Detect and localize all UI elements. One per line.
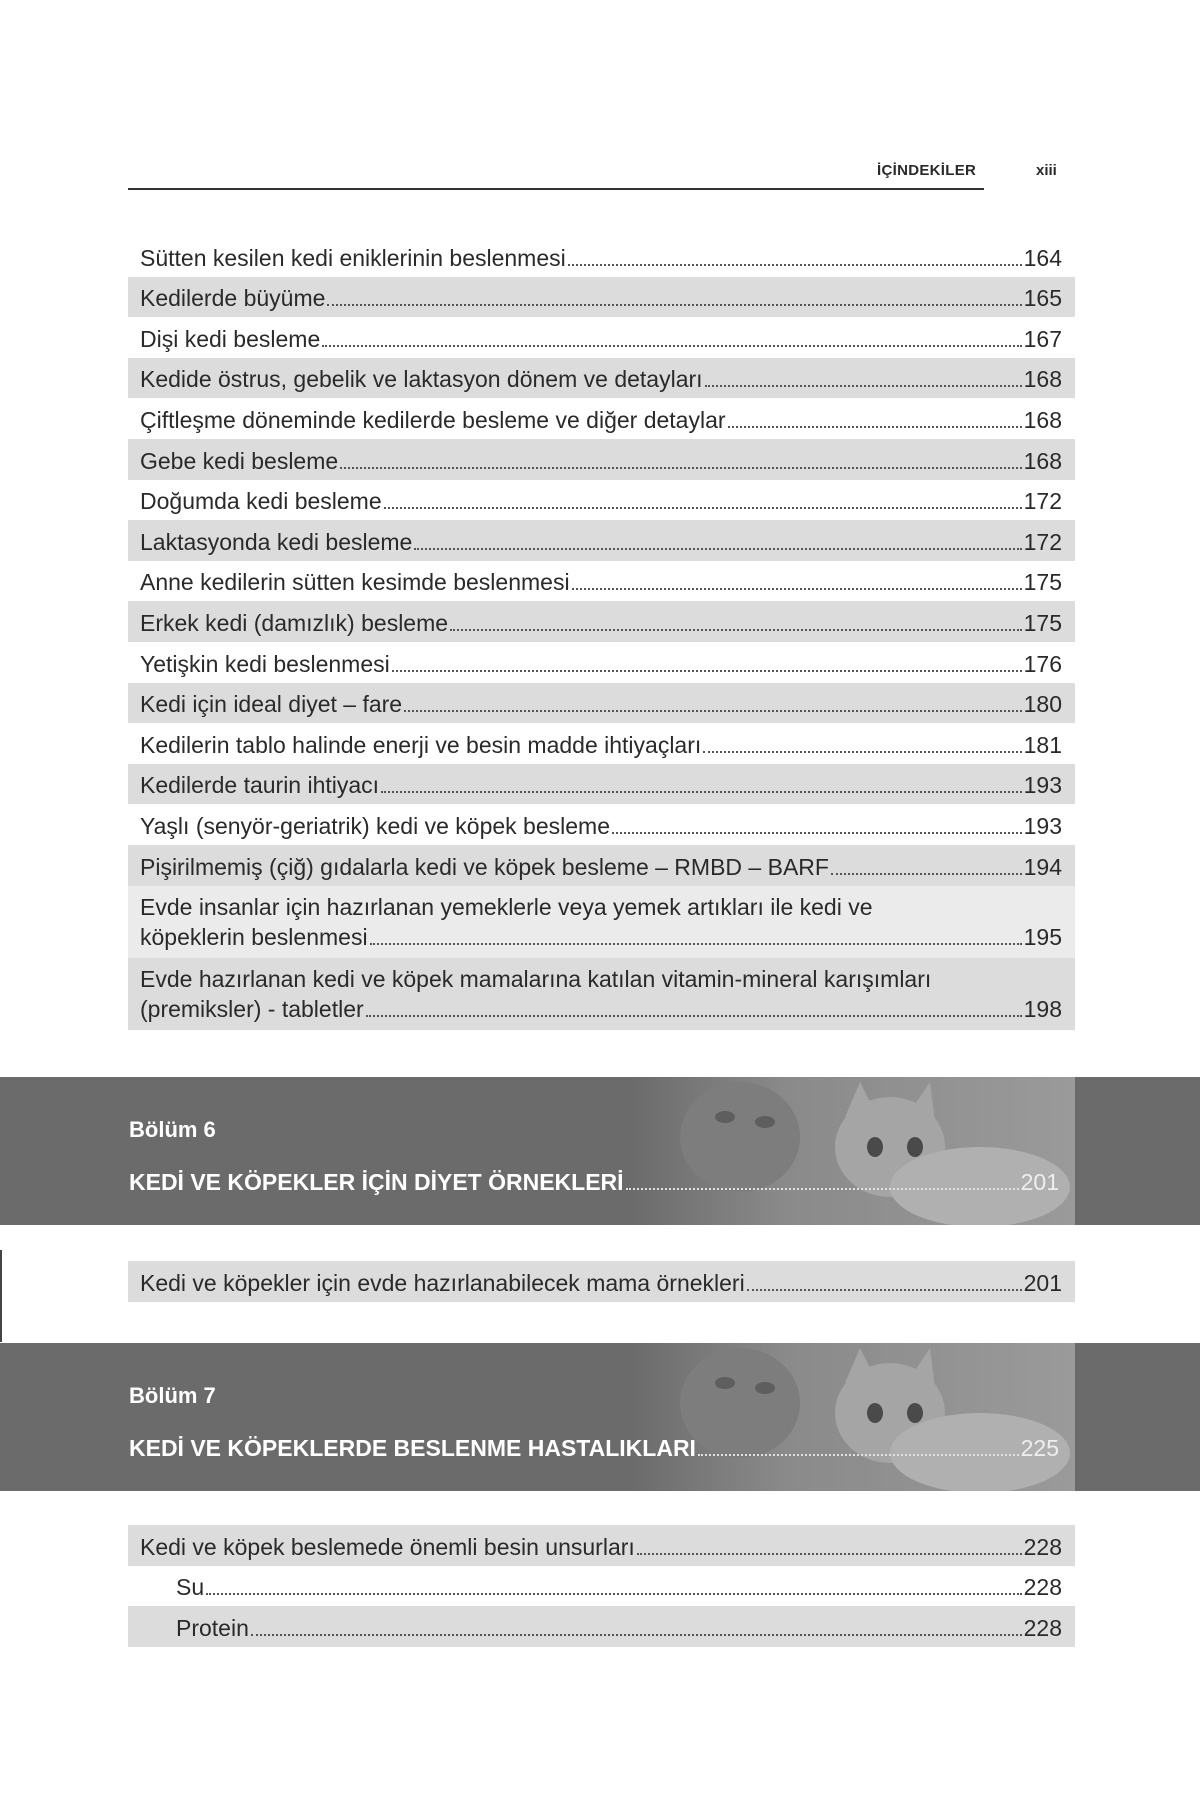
- dot-leader: [568, 264, 1022, 266]
- toc-entry-title: Protein: [176, 1614, 249, 1641]
- toc-entry-title: Pişirilmemiş (çiğ) gıdalarla kedi ve köpek besleme – RMBD – BARF: [140, 853, 829, 880]
- toc-entry-title: Çiftleşme döneminde kedilerde besleme ve diğer detaylar: [140, 406, 726, 433]
- dot-leader: [705, 385, 1022, 387]
- chapter-title-row[interactable]: [129, 1167, 1059, 1197]
- toc-entry-page: 165: [1023, 285, 1062, 312]
- toc-entry-page: 176: [1023, 650, 1062, 677]
- toc-row[interactable]: [128, 358, 1075, 399]
- header-title: İÇİNDEKİLER: [877, 162, 977, 179]
- toc-entry-title: Kedi için ideal diyet – fare: [140, 691, 403, 718]
- toc-row[interactable]: [128, 601, 1075, 642]
- toc-row[interactable]: [128, 958, 1075, 1030]
- chapter-label: Bölüm 7: [129, 1383, 216, 1408]
- toc-entry-title: köpeklerin beslenmesi: [140, 923, 368, 950]
- dot-leader: [206, 1593, 1021, 1595]
- toc-row[interactable]: [128, 480, 1075, 521]
- chapter-label: Bölüm 6: [129, 1117, 216, 1142]
- toc-row[interactable]: [128, 520, 1075, 561]
- toc-entry-title: Yetişkin kedi beslenmesi: [140, 650, 390, 677]
- toc-entry-title: Kedi ve köpek beslemede önemli besin unsurları: [140, 1533, 635, 1560]
- toc-entry-page: 164: [1023, 244, 1062, 271]
- header-rule: [128, 188, 984, 190]
- chapter-title: KEDİ VE KÖPEKLERDE BESLENME HASTALIKLARI: [129, 1435, 696, 1461]
- toc-row[interactable]: [128, 1566, 1075, 1607]
- dot-leader: [251, 1634, 1022, 1636]
- toc-entry-page: 172: [1023, 528, 1062, 555]
- dot-leader: [450, 629, 1022, 631]
- running-header: [128, 160, 1063, 190]
- toc-row[interactable]: [128, 886, 1075, 958]
- toc-entry-page: 181: [1023, 731, 1062, 758]
- toc-entry-page: 168: [1023, 406, 1062, 433]
- dot-leader: [322, 345, 1021, 347]
- dot-leader: [728, 426, 1022, 428]
- pet-photo-watermark: [630, 1077, 1075, 1225]
- dot-leader: [698, 1454, 1019, 1456]
- toc-entry-title: Dişi kedi besleme: [140, 325, 321, 352]
- toc-row[interactable]: [128, 277, 1075, 318]
- toc-section-2: [128, 1261, 1075, 1302]
- dot-leader: [831, 873, 1022, 875]
- toc-row[interactable]: [128, 845, 1075, 886]
- toc-entry-page: 167: [1023, 325, 1062, 352]
- toc-entry-page: 194: [1023, 853, 1062, 880]
- toc-entry-page: 198: [1023, 995, 1062, 1022]
- dot-leader: [384, 507, 1022, 509]
- toc-entry-page: 168: [1023, 366, 1062, 393]
- toc-entry-title: (premiksler) - tabletler: [140, 995, 364, 1022]
- toc-section-3: [128, 1525, 1075, 1647]
- toc-entry-title: Yaşlı (senyör-geriatrik) kedi ve köpek besleme: [140, 812, 610, 839]
- chapter-title: KEDİ VE KÖPEKLER İÇİN DİYET ÖRNEKLERİ: [129, 1169, 624, 1195]
- dot-leader: [404, 710, 1022, 712]
- toc-entry-page: 228: [1023, 1614, 1062, 1641]
- toc-entry-title: Sütten kesilen kedi eniklerinin beslenmesi: [140, 244, 566, 271]
- toc-row[interactable]: [128, 1606, 1075, 1647]
- toc-row[interactable]: [128, 642, 1075, 683]
- toc-entry-page: 175: [1023, 609, 1062, 636]
- dot-leader: [414, 548, 1021, 550]
- dot-leader: [637, 1553, 1022, 1555]
- toc-entry-page: 195: [1023, 923, 1062, 950]
- toc-entry-page: 172: [1023, 488, 1062, 515]
- toc-entry-page: 175: [1023, 569, 1062, 596]
- dot-leader: [381, 791, 1022, 793]
- toc-row[interactable]: [128, 398, 1075, 439]
- toc-entry-page: 228: [1023, 1533, 1062, 1560]
- toc-entry-title: Su: [176, 1574, 205, 1601]
- toc-entry-title: Anne kedilerin sütten kesimde beslenmesi: [140, 569, 570, 596]
- chapter-6-banner: [0, 1077, 1200, 1225]
- dot-leader: [366, 1015, 1022, 1017]
- page-edge-mark: [0, 1250, 2, 1342]
- toc-row[interactable]: [128, 317, 1075, 358]
- toc-entry-title: Kedilerin tablo halinde enerji ve besin madde ihtiyaçları: [140, 731, 702, 758]
- toc-row[interactable]: [128, 439, 1075, 480]
- toc-row[interactable]: [128, 683, 1075, 724]
- dot-leader: [612, 832, 1022, 834]
- toc-entry-page: 201: [1023, 1269, 1062, 1296]
- toc-row[interactable]: [128, 1525, 1075, 1566]
- toc-row[interactable]: [128, 1261, 1075, 1302]
- toc-entry-title: Kedi ve köpekler için evde hazırlanabilecek mama örnekleri: [140, 1269, 745, 1296]
- pet-photo-watermark: [630, 1343, 1075, 1491]
- dot-leader: [340, 467, 1021, 469]
- dot-leader: [327, 304, 1021, 306]
- toc-row[interactable]: [128, 723, 1075, 764]
- chapter-title-row[interactable]: [129, 1433, 1059, 1463]
- dot-leader: [572, 588, 1022, 590]
- toc-row[interactable]: [128, 561, 1075, 602]
- toc-entry-title-line1: Evde insanlar için hazırlanan yemeklerle veya yemek artıkları ile kedi ve: [140, 893, 873, 920]
- toc-section-1: [128, 236, 1075, 1030]
- toc-entry-page: 193: [1023, 772, 1062, 799]
- dot-leader: [370, 943, 1022, 945]
- toc-entry-page: 193: [1023, 812, 1062, 839]
- dot-leader: [703, 751, 1021, 753]
- toc-entry-page: 168: [1023, 447, 1062, 474]
- toc-entry-title: Laktasyonda kedi besleme: [140, 528, 413, 555]
- toc-entry-title: Gebe kedi besleme: [140, 447, 339, 474]
- chapter-7-banner: [0, 1343, 1200, 1491]
- chapter-page: 225: [1020, 1435, 1059, 1461]
- toc-entry-page: 180: [1023, 691, 1062, 718]
- toc-entry-title: Kedide östrus, gebelik ve laktasyon dönem ve detayları: [140, 366, 703, 393]
- toc-entry-title: Doğumda kedi besleme: [140, 488, 382, 515]
- toc-entry-title: Kedilerde büyüme: [140, 285, 326, 312]
- toc-entry-title: Erkek kedi (damızlık) besleme: [140, 609, 449, 636]
- toc-entry-title-line1: Evde hazırlanan kedi ve köpek mamalarına katılan vitamin-mineral karışımları: [140, 965, 932, 992]
- header-page-number: xiii: [1036, 162, 1057, 179]
- toc-row[interactable]: [128, 236, 1075, 277]
- toc-entry-title: Kedilerde taurin ihtiyacı: [140, 772, 380, 799]
- toc-entry-page: 228: [1023, 1574, 1062, 1601]
- toc-row[interactable]: [128, 764, 1075, 805]
- dot-leader: [626, 1188, 1019, 1190]
- chapter-page: 201: [1020, 1169, 1059, 1195]
- dot-leader: [392, 670, 1022, 672]
- dot-leader: [747, 1289, 1022, 1291]
- toc-row[interactable]: [128, 804, 1075, 845]
